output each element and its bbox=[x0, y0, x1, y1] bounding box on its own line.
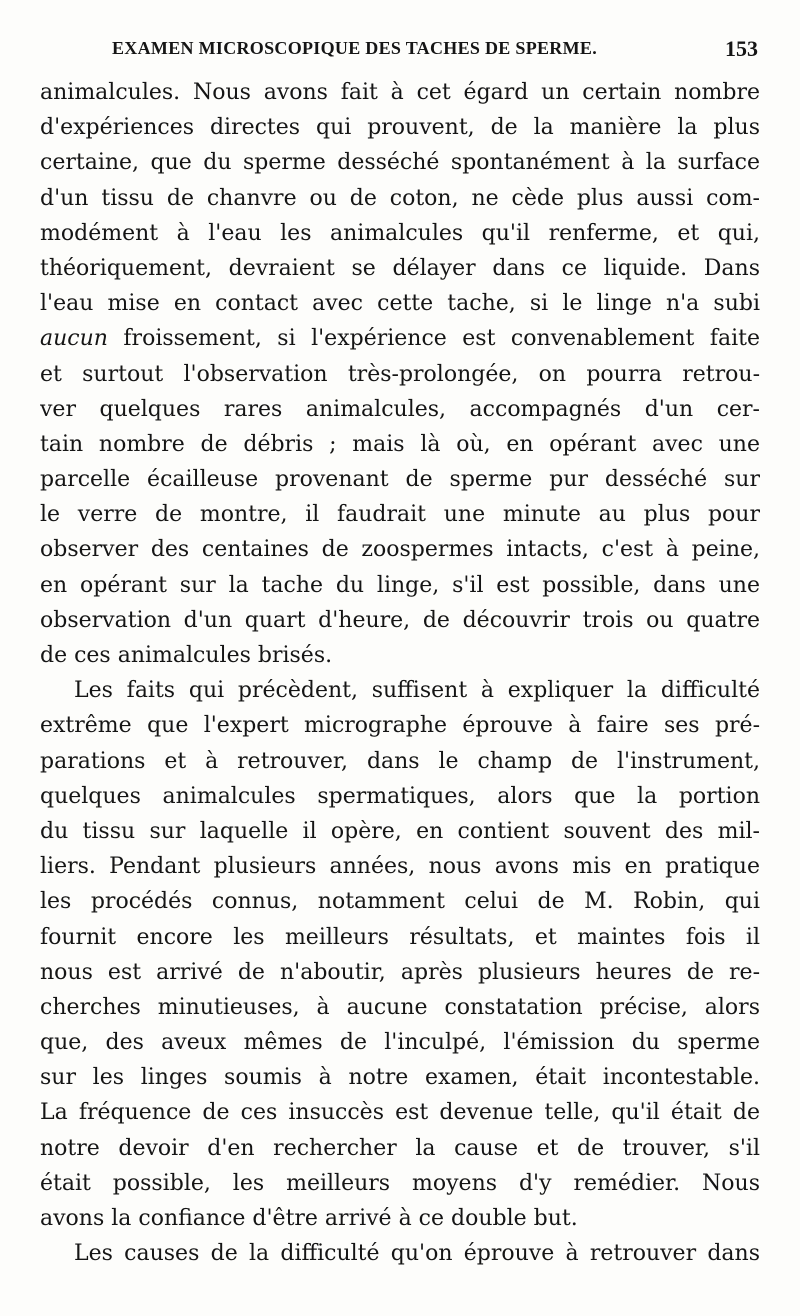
text-line: parations et à retrouver, dans le champ de l'instrument, bbox=[40, 748, 760, 774]
text-line: cherches minutieuses, à aucune constatation précise, alors bbox=[40, 994, 760, 1020]
text-line: en opérant sur la tache du linge, s'il est possible, dans une bbox=[40, 572, 760, 598]
text-line: modément à l'eau les animalcules qu'il renferme, et qui, bbox=[40, 220, 760, 246]
text-line: tain nombre de débris ; mais là où, en opérant avec une bbox=[40, 431, 760, 457]
line-remainder: froissement, si l'expérience est convenablement faite bbox=[107, 326, 760, 352]
text-line: notre devoir d'en rechercher la cause et de trouver, s'il bbox=[40, 1135, 760, 1161]
text-line: quelques animalcules spermatiques, alors que la portion bbox=[40, 783, 760, 809]
text-line: sur les linges soumis à notre examen, était incontestable. bbox=[40, 1065, 760, 1091]
italic-word: aucun bbox=[40, 326, 108, 352]
text-line: que, des aveux mêmes de l'inculpé, l'émission du sperme bbox=[40, 1030, 760, 1056]
text-line: parcelle écailleuse provenant de sperme pur desséché sur bbox=[40, 467, 760, 493]
text-line-with-italic bbox=[40, 321, 760, 356]
text-line: d'un tissu de chanvre ou de coton, ne cède plus aussi com- bbox=[40, 185, 760, 211]
paragraph-start-line: Les causes de la difficulté qu'on éprouve à retrouver dans bbox=[74, 1241, 760, 1267]
text-line: observation d'un quart d'heure, de découvrir trois ou quatre bbox=[40, 607, 760, 633]
body-text bbox=[40, 75, 760, 1271]
text-line: les procédés connus, notamment celui de M. Robin, qui bbox=[40, 889, 760, 915]
text-line: certaine, que du sperme desséché spontanément à la surface bbox=[40, 150, 760, 176]
text-line: nous est arrivé de n'aboutir, après plusieurs heures de re- bbox=[40, 959, 760, 985]
page-number: 153 bbox=[725, 36, 758, 61]
text-line: animalcules. Nous avons fait à cet égard un certain nombre bbox=[40, 80, 760, 105]
text-line: d'expériences directes qui prouvent, de la manière la plus bbox=[40, 115, 760, 141]
text-line: et surtout l'observation très-prolongée, on pourra retrou- bbox=[40, 361, 760, 387]
text-line: observer des centaines de zoospermes intacts, c'est à peine, bbox=[40, 537, 760, 563]
text-line: l'eau mise en contact avec cette tache, si le linge n'a subi bbox=[40, 291, 760, 317]
text-line: de ces animalcules brisés. bbox=[40, 643, 333, 668]
text-line: liers. Pendant plusieurs années, nous avons mis en pratique bbox=[40, 854, 760, 880]
paragraph-start-line: Les faits qui précèdent, suffisent à expliquer la difficulté bbox=[74, 678, 760, 704]
running-header bbox=[112, 36, 758, 66]
text-line: fournit encore les meilleurs résultats, et maintes fois il bbox=[40, 924, 760, 950]
text-line: théoriquement, devraient se délayer dans ce liquide. Dans bbox=[40, 255, 760, 281]
running-title: EXAMEN MICROSCOPIQUE DES TACHES DE SPERME. bbox=[112, 38, 597, 58]
text-line: La fréquence de ces insuccès est devenue telle, qu'il était de bbox=[40, 1100, 760, 1126]
text-line: avons la confiance d'être arrivé à ce double but. bbox=[40, 1206, 578, 1231]
text-line: du tissu sur laquelle il opère, en contient souvent des mil- bbox=[40, 818, 760, 844]
text-line: le verre de montre, il faudrait une minute au plus pour bbox=[40, 502, 760, 528]
text-line: ver quelques rares animalcules, accompagnés d'un cer- bbox=[40, 396, 760, 422]
text-line: extrême que l'expert micrographe éprouve à faire ses pré- bbox=[40, 713, 760, 739]
text-line: était possible, les meilleurs moyens d'y remédier. Nous bbox=[40, 1170, 760, 1196]
